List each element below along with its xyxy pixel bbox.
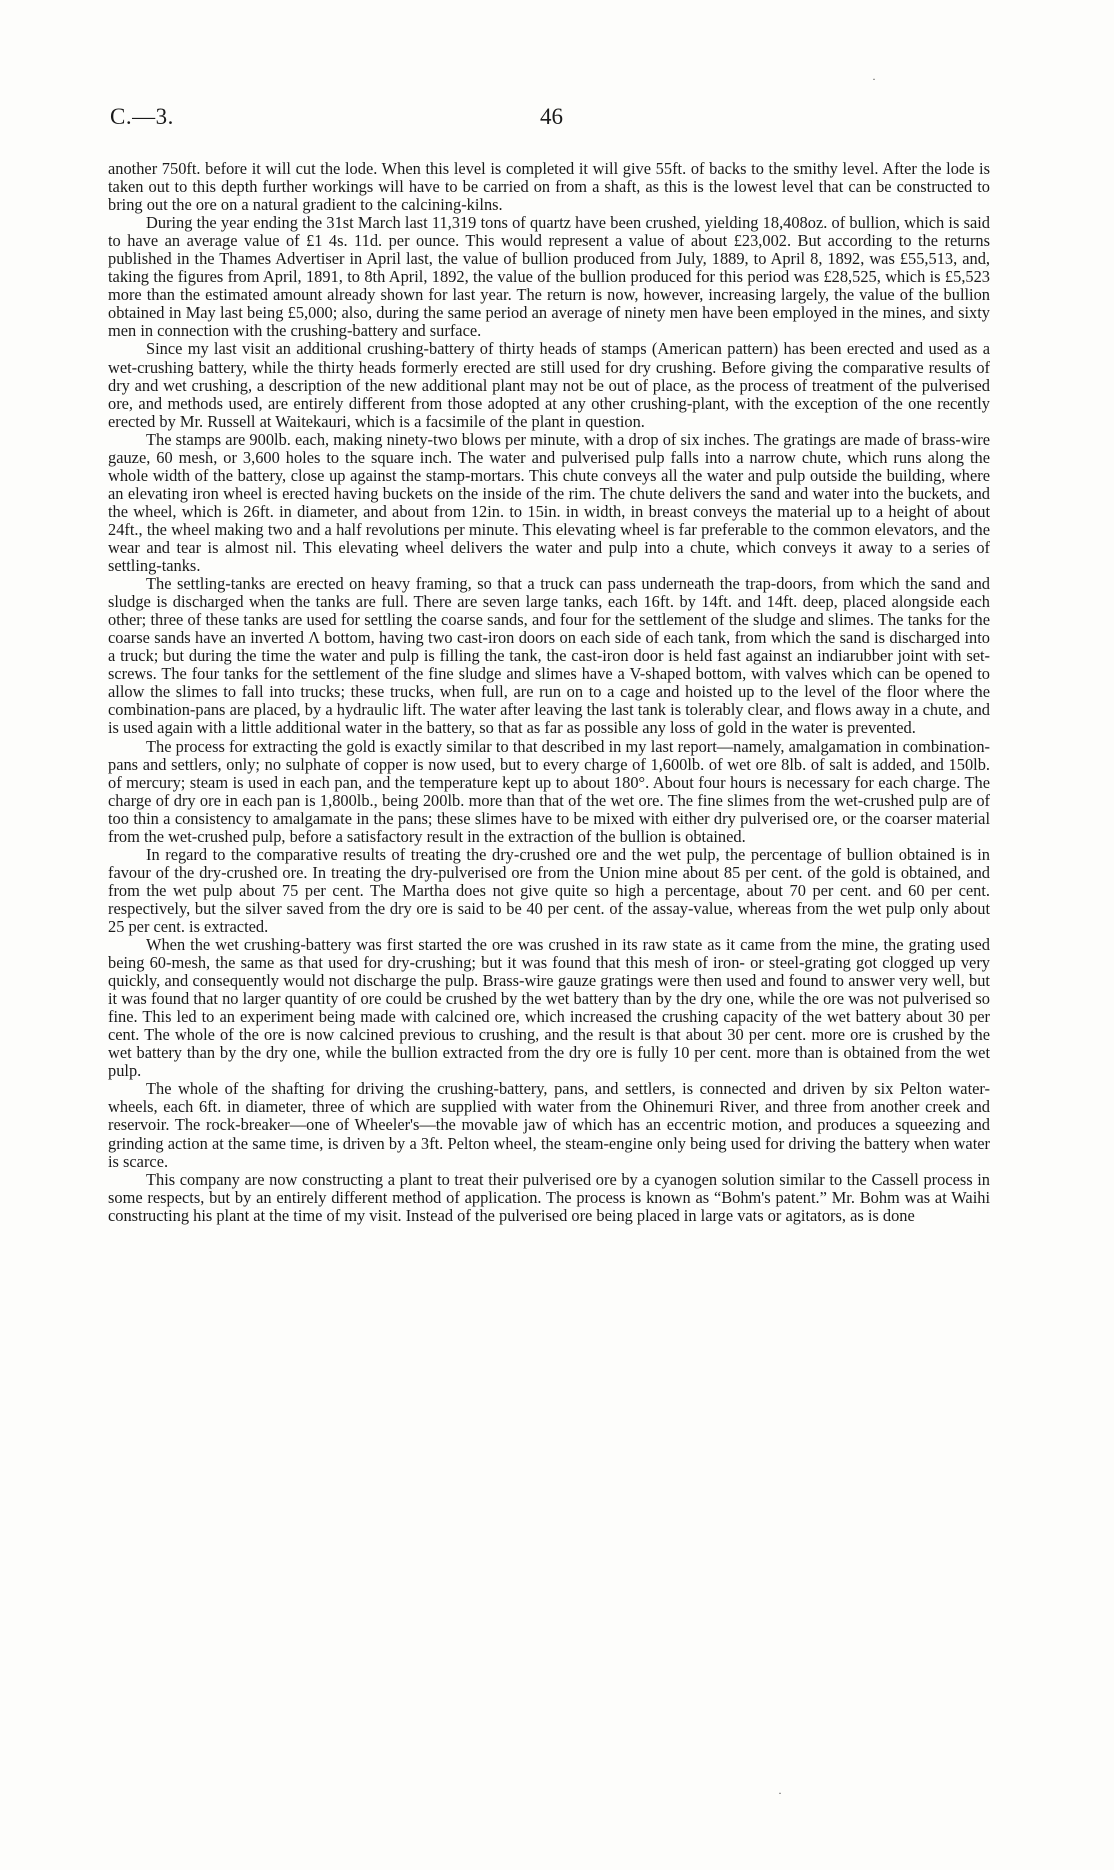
paragraph: During the year ending the 31st March last 11,319 tons of quartz have been crushed, yielding 18,408oz. of bullion, which is said to have an average value of £1 4s. 11d. per ounce. This would represent a value of about £23,002. But according to the returns published in the Thames Advertiser in April last, the value of bullion produced from July, 1889, to April 8, 1892, was £55,513, and, taking the figures from April, 1891, to 8th April, 1892, the value of the bullion produced for this period was £28,525, which is £5,523 more than the estimated amount already shown for last year. The return is now, however, increasing largely, the value of the bullion obtained in May last being £5,000; also, during the same period an average of ninety men have been employed in the mines, and sixty men in connection with the crushing-battery and surface. (108, 213, 990, 341)
paragraph: The settling-tanks are erected on heavy framing, so that a truck can pass underneath the trap-doors, from which the sand and sludge is discharged when the tanks are full. There are seven large tanks, each 16ft. by 14ft. and 14ft. deep, placed alongside each other; three of these tanks are used for settling the coarse sands, and four for the settlement of the sludge and slimes. The tanks for the coarse sands have an inverted Λ bottom, having two cast-iron doors on each side of each tank, from which the sand is discharged into a truck; but during the time the water and pulp is filling the tank, the cast-iron door is held fast against an indiarubber joint with set-screws. The four tanks for the settlement of the fine sludge and slimes have a V-shaped bottom, with valves which can be opened to allow the slimes to fall into trucks; these trucks, when full, are run on to a cage and hoisted up to the level of the floor where the combination-pans are placed, by a hydraulic lift. The water after leaving the last tank is tolerably clear, and flows away in a chute, and is used again with a little additional water in the battery, so that as far as possible any loss of gold in the water is prevented. (108, 574, 990, 738)
paragraph: Since my last visit an additional crushing-battery of thirty heads of stamps (American pattern) has been erected and used as a wet-crushing battery, while the thirty heads formerly erected are still used for dry crushing. Before giving the comparative results of dry and wet crushing, a description of the new additional plant may not be out of place, as the process of treatment of the pulverised ore, and methods used, are entirely different from those adopted at any other crushing-plant, with the exception of the one recently erected by Mr. Russell at Waitekauri, which is a facsimile of the plant in question. (108, 339, 990, 431)
body-text (108, 160, 990, 1225)
paragraph: In regard to the comparative results of treating the dry-crushed ore and the wet pulp, the percentage of bullion obtained is in favour of the dry-crushed ore. In treating the dry-pulverised ore from the Union mine about 85 per cent. of the gold is obtained, and from the wet pulp about 75 per cent. The Martha does not give quite so high a percentage, about 70 per cent. and 60 per cent. respectively, but the silver saved from the dry ore is said to be 40 per cent. of the assay-value, whereas from the wet pulp only about 25 per cent. is extracted. (108, 844, 990, 936)
paragraph: When the wet crushing-battery was first started the ore was crushed in its raw state as it came from the mine, the grating used being 60-mesh, the same as that used for dry-crushing; but it was found that this mesh of iron- or steel-grating got clogged up very quickly, and consequently would not discharge the pulp. Brass-wire gauze gratings were then used and found to answer very well, but it was found that no larger quantity of ore could be crushed by the wet battery than by the dry one, while the ore was not pulverised so fine. This led to an experiment being made with calcined ore, which increased the crushing capacity of the wet battery about 30 per cent. The whole of the ore is now calcined previous to crushing, and the result is that about 30 per cent. more ore is crushed by the wet battery than by the dry one, while the bullion extracted from the dry ore is fully 10 per cent. more than is obtained from the wet pulp. (108, 935, 990, 1081)
paragraph: The stamps are 900lb. each, making ninety-two blows per minute, with a drop of six inches. The gratings are made of brass-wire gauze, 60 mesh, or 3,600 holes to the square inch. The water and pulverised pulp falls into a narrow chute, which runs along the whole width of the battery, close up against the stamp-mortars. This chute conveys all the water and pulp outside the building, where an elevating iron wheel is erected having buckets on the inside of the rim. The chute delivers the sand and water into the buckets, and the wheel, which is 26ft. in diameter, and about from 12in. to 15in. in width, in breast conveys the material up to a height of about 24ft., the wheel making two and a half revolutions per minute. This elevating wheel is far preferable to the common elevators, and the wear and tear is almost nil. This elevating wheel delivers the water and pulp into a chute, which conveys it away to a series of settling-tanks. (108, 429, 990, 576)
page-header (110, 104, 1004, 138)
paragraph: This company are now constructing a plant to treat their pulverised ore by a cyanogen solution similar to the Cassell process in some respects, but by an entirely different method of application. The process is known as “Bohm's patent.” Mr. Bohm was at Waihi constructing his plant at the time of my visit. Instead of the pulverised ore being placed in large vats or agitators, as is done (108, 1169, 990, 1225)
paragraph: The whole of the shafting for driving the crushing-battery, pans, and settlers, is connected and driven by six Pelton water-wheels, each 6ft. in diameter, three of which are supplied with water from the Ohinemuri River, and three from another creek and reservoir. The rock-breaker—one of Wheeler's—the movable jaw of which has an eccentric motion, and produces a squeezing and grinding action at the same time, is driven by a 3ft. Pelton wheel, the steam-engine only being used for driving the battery when water is scarce. (108, 1079, 990, 1171)
paragraph: another 750ft. before it will cut the lode. When this level is completed it will give 55ft. of backs to the smithy level. After the lode is taken out to this depth further workings will have to be carried on from a shaft, as this is the lowest level that can be constructed to bring out the ore on a natural gradient to the calcining-kilns. (108, 159, 990, 215)
page-number: 46 (540, 104, 563, 129)
speck-mark: · (872, 72, 876, 86)
speck-mark: · (778, 1786, 782, 1800)
document-id: C.—3. (110, 104, 174, 129)
paragraph: The process for extracting the gold is exactly similar to that described in my last report—namely, amalgamation in combination-pans and settlers, only; no sulphate of copper is now used, but to every charge of 1,600lb. of wet ore 8lb. of salt is added, and 150lb. of mercury; steam is used in each pan, and the temperature kept up to about 180°. About four hours is necessary for each charge. The charge of dry ore in each pan is 1,800lb., being 200lb. more than that of the wet ore. The fine slimes from the wet-crushed pulp are of too thin a consistency to amalgamate in the pans; these slimes have to be mixed with either dry pulverised ore, or the coarser material from the wet-crushed pulp, before a satisfactory result in the extraction of the bullion is obtained. (108, 736, 990, 846)
